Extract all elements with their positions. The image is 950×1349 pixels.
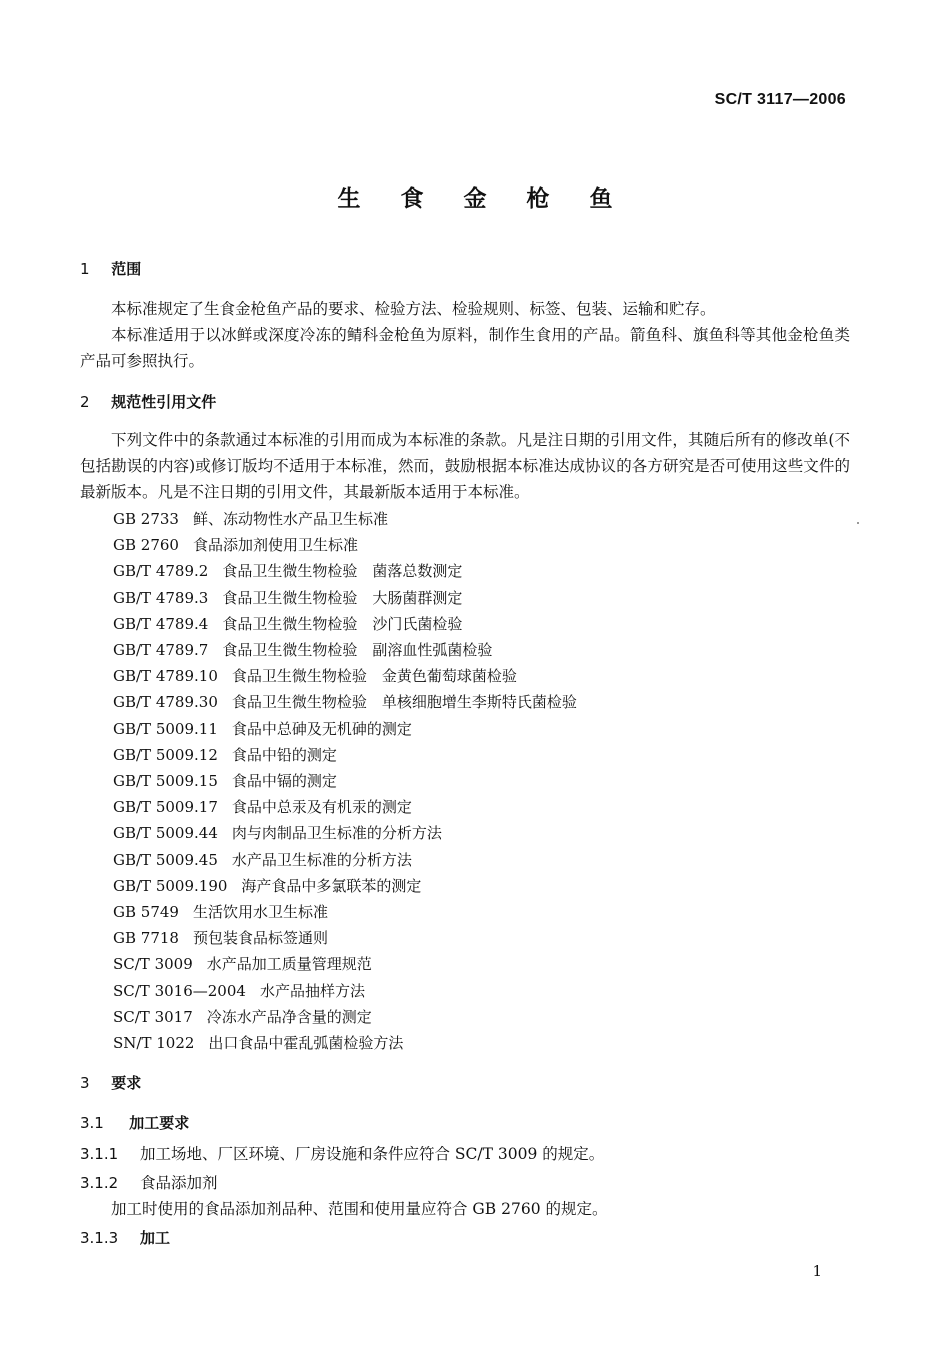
reference-item	[113, 873, 833, 899]
reference-title: 肉与肉制品卫生标准的分析方法	[231, 824, 442, 843]
reference-item	[113, 1004, 833, 1030]
reference-title: 食品中镉的测定	[231, 772, 337, 791]
reference-title: 食品中总汞及有机汞的测定	[231, 798, 412, 817]
reference-item	[113, 925, 833, 951]
page-number: 1	[812, 1262, 822, 1280]
clause-title: 加工	[140, 1229, 171, 1247]
clause-number: 3.1.2	[80, 1174, 119, 1192]
reference-item	[113, 820, 833, 846]
section-title: 要求	[111, 1074, 142, 1092]
section-2-intro	[80, 427, 850, 505]
section-number: 2	[80, 393, 90, 411]
reference-code: GB 7718	[113, 929, 179, 948]
subsection-heading	[80, 1113, 850, 1133]
reference-item	[113, 611, 833, 637]
section-number: 1	[80, 260, 90, 278]
reference-code: SC/T 3016—2004	[113, 981, 246, 1000]
reference-code: GB/T 5009.44	[113, 824, 218, 843]
reference-title: 食品中总砷及无机砷的测定	[231, 719, 412, 738]
reference-title: 预包装食品标签通则	[192, 929, 328, 948]
clause-number: 3.1.1	[80, 1145, 119, 1163]
reference-title: 冷冻水产品净含量的测定	[206, 1007, 372, 1026]
reference-title: 食品卫生微生物检验 菌落总数测定	[222, 562, 463, 581]
subsection-title: 加工要求	[129, 1114, 190, 1132]
reference-list	[113, 506, 833, 1056]
clause-text: 加工场地、厂区环境、厂房设施和条件应符合 SC/T 3009 的规定。	[140, 1145, 605, 1163]
subsection-3-1-3	[80, 1228, 850, 1248]
reference-code: GB/T 5009.12	[113, 745, 218, 764]
reference-item	[113, 742, 833, 768]
reference-title: 食品卫生微生物检验 沙门氏菌检验	[222, 614, 463, 633]
reference-title: 食品添加剂使用卫生标准	[192, 536, 358, 555]
reference-code: GB/T 4789.7	[113, 641, 209, 660]
section-3	[80, 1073, 850, 1093]
reference-code: SC/T 3017	[113, 1007, 193, 1026]
subsection-3-1	[80, 1113, 850, 1133]
paragraph: 加工时使用的食品添加剂品种、范围和使用量应符合 GB 2760 的规定。	[111, 1200, 608, 1218]
reference-item	[113, 506, 833, 532]
reference-code: GB/T 5009.15	[113, 772, 218, 791]
subsection-3-1-1	[80, 1141, 850, 1167]
section-1-body	[80, 296, 850, 374]
reference-title: 出口食品中霍乱弧菌检验方法	[208, 1034, 404, 1053]
reference-item	[113, 585, 833, 611]
section-2-heading	[80, 392, 850, 412]
reference-code: GB 5749	[113, 903, 179, 922]
reference-item	[113, 978, 833, 1004]
reference-item	[113, 794, 833, 820]
reference-code: GB/T 5009.11	[113, 719, 218, 738]
reference-title: 水产品抽样方法	[259, 981, 365, 1000]
reference-title: 食品卫生微生物检验 金黄色葡萄球菌检验	[231, 667, 517, 686]
reference-item	[113, 1030, 833, 1056]
reference-item	[113, 637, 833, 663]
scan-speck	[857, 522, 859, 524]
section-3-heading	[80, 1073, 850, 1093]
clause-number: 3.1.3	[80, 1229, 119, 1247]
reference-item	[113, 716, 833, 742]
reference-title: 水产品加工质量管理规范	[206, 955, 372, 974]
reference-code: GB/T 4789.3	[113, 588, 209, 607]
section-number: 3	[80, 1074, 90, 1092]
reference-item	[113, 532, 833, 558]
standard-code: SC/T 3117—2006	[714, 91, 846, 108]
reference-title: 食品卫生微生物检验 大肠菌群测定	[222, 588, 463, 607]
reference-code: GB 2760	[113, 536, 179, 555]
reference-item	[113, 558, 833, 584]
reference-code: GB/T 5009.17	[113, 798, 218, 817]
section-title: 规范性引用文件	[111, 393, 217, 411]
document-title: 生 食 金 枪 鱼	[337, 186, 629, 212]
reference-code: GB/T 4789.4	[113, 614, 209, 633]
reference-title: 海产食品中多氯联苯的测定	[241, 876, 422, 895]
reference-item	[113, 847, 833, 873]
reference-item	[113, 951, 833, 977]
subsection-3-1-2	[80, 1170, 850, 1222]
reference-title: 食品中铅的测定	[231, 745, 337, 764]
section-1-heading	[80, 259, 850, 279]
section-2	[80, 392, 850, 412]
section-1	[80, 259, 850, 279]
clause-line	[80, 1141, 850, 1167]
reference-title: 鲜、冻动物性水产品卫生标准	[192, 510, 388, 528]
section-title: 范围	[111, 260, 142, 278]
reference-item	[113, 663, 833, 689]
reference-title: 食品卫生微生物检验 单核细胞增生李斯特氏菌检验	[231, 693, 577, 712]
reference-item	[113, 768, 833, 794]
paragraph: 下列文件中的条款通过本标准的引用而成为本标准的条款。凡是注日期的引用文件，其随后所有的修改单(不包括勘误的内容)或修订版均不适用于本标准，然而，鼓励根据本标准达成协议的各方研究是否可使用这些文件的最新版本。凡是不注日期的引用文件，其最新版本适用于本标准。	[80, 431, 850, 501]
reference-code: GB 2733	[113, 510, 179, 528]
reference-code: GB/T 4789.2	[113, 562, 209, 581]
reference-title: 生活饮用水卫生标准	[192, 903, 328, 922]
reference-title: 食品卫生微生物检验 副溶血性弧菌检验	[222, 641, 493, 660]
clause-line	[80, 1170, 850, 1196]
reference-code: GB/T 4789.30	[113, 693, 218, 712]
reference-code: GB/T 5009.190	[113, 876, 228, 895]
clause-title: 食品添加剂	[140, 1174, 218, 1192]
reference-code: SC/T 3009	[113, 955, 193, 974]
reference-item	[113, 899, 833, 925]
paragraph: 本标准规定了生食金枪鱼产品的要求、检验方法、检验规则、标签、包装、运输和贮存。	[111, 300, 716, 318]
reference-code: GB/T 4789.10	[113, 667, 218, 686]
reference-code: GB/T 5009.45	[113, 850, 218, 869]
reference-item	[113, 689, 833, 715]
reference-code: SN/T 1022	[113, 1034, 195, 1053]
reference-title: 水产品卫生标准的分析方法	[231, 850, 412, 869]
paragraph: 本标准适用于以冰鲜或深度冷冻的鲭科金枪鱼为原料，制作生食用的产品。箭鱼科、旗鱼科等其他金枪鱼类产品可参照执行。	[80, 326, 850, 370]
clause-line	[80, 1228, 850, 1248]
subsection-number: 3.1	[80, 1114, 104, 1132]
